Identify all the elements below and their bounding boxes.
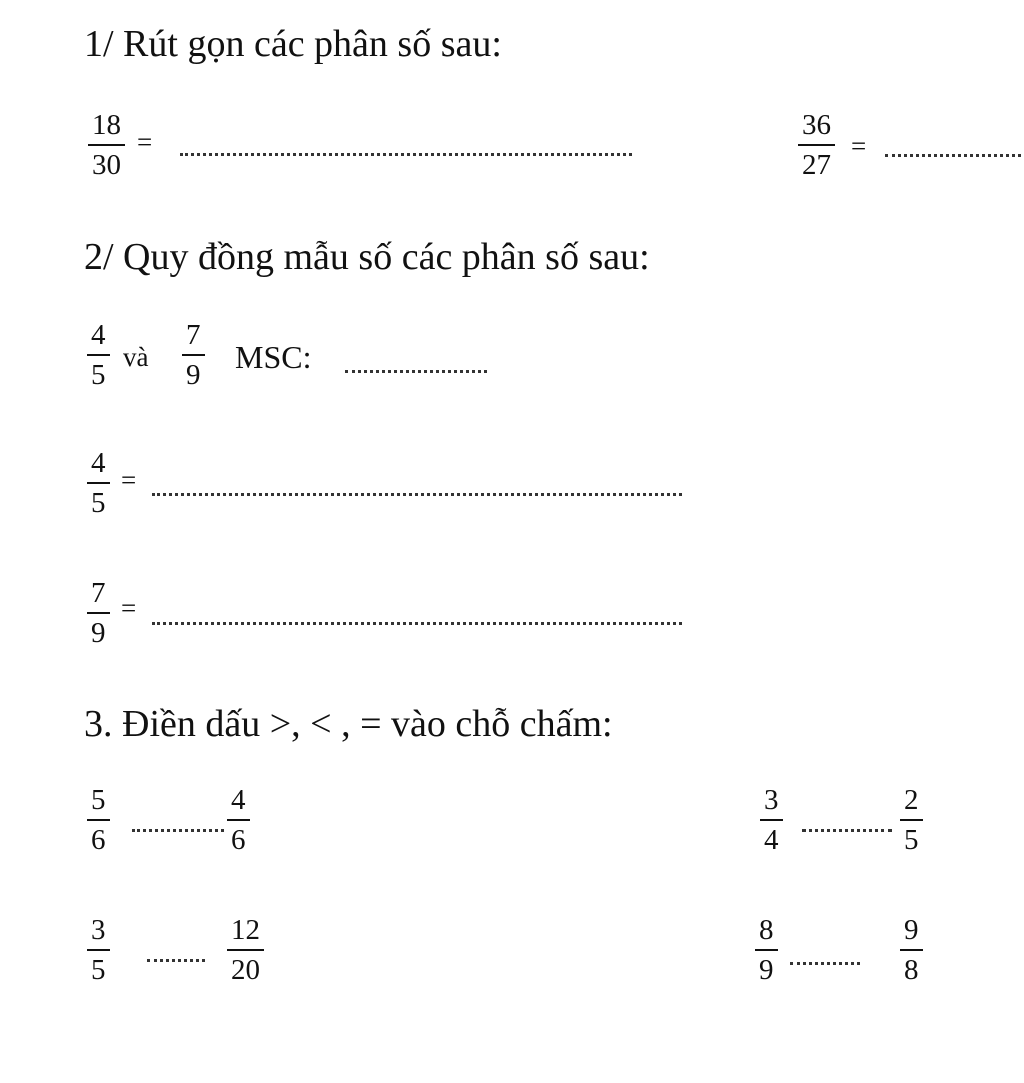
- fraction-denominator: 5: [91, 954, 106, 986]
- fraction-numerator: 36: [802, 109, 831, 141]
- fraction-numerator: 12: [231, 914, 260, 946]
- comparison-blank[interactable]: [790, 962, 860, 965]
- fraction-3-5: [87, 915, 110, 985]
- fraction-numerator: 3: [764, 784, 779, 816]
- fraction-denominator: 27: [802, 149, 831, 181]
- answer-blank[interactable]: [180, 153, 632, 156]
- fraction-denominator: 9: [91, 617, 106, 649]
- fraction-7-9-row: [87, 578, 110, 648]
- answer-blank[interactable]: [152, 493, 682, 496]
- fraction-denominator: 5: [904, 824, 919, 856]
- fraction-numerator: 3: [91, 914, 106, 946]
- equals-sign: =: [137, 127, 153, 157]
- equals-sign: =: [851, 131, 867, 161]
- fraction-numerator: 7: [186, 319, 201, 351]
- fraction-numerator: 4: [91, 447, 106, 479]
- fraction-5-6: [87, 785, 110, 855]
- comparison-blank[interactable]: [802, 829, 892, 832]
- fraction-numerator: 4: [91, 319, 106, 351]
- fraction-8-9: [755, 915, 778, 985]
- fraction-4-5-row: [87, 448, 110, 518]
- fraction-numerator: 9: [904, 914, 919, 946]
- fraction-3-4: [760, 785, 783, 855]
- comparison-blank[interactable]: [132, 829, 224, 832]
- equals-sign: =: [121, 593, 137, 623]
- fraction-9-8: [900, 915, 923, 985]
- fraction-denominator: 20: [231, 954, 260, 986]
- fraction-denominator: 8: [904, 954, 919, 986]
- fraction-denominator: 6: [91, 824, 106, 856]
- fraction-numerator: 18: [92, 109, 121, 141]
- fraction-denominator: 5: [91, 359, 106, 391]
- comparison-blank[interactable]: [147, 959, 205, 962]
- fraction-2-5: [900, 785, 923, 855]
- fraction-numerator: 7: [91, 577, 106, 609]
- connector-text: và: [123, 342, 149, 372]
- fraction-7-9: [182, 320, 205, 390]
- fraction-denominator: 4: [764, 824, 779, 856]
- msc-answer-blank[interactable]: [345, 370, 487, 373]
- fraction-denominator: 6: [231, 824, 246, 856]
- section-3-title: 3. Điền dấu >, < , = vào chỗ chấm:: [84, 703, 613, 745]
- fraction-denominator: 9: [759, 954, 774, 986]
- msc-label: MSC:: [235, 339, 312, 375]
- section-1-title: 1/ Rút gọn các phân số sau:: [84, 23, 502, 65]
- fraction-denominator: 30: [92, 149, 121, 181]
- fraction-numerator: 5: [91, 784, 106, 816]
- answer-blank[interactable]: [885, 154, 1021, 157]
- fraction-numerator: 4: [231, 784, 246, 816]
- fraction-12-20: [227, 915, 264, 985]
- section-2-title: 2/ Quy đồng mẫu số các phân số sau:: [84, 236, 650, 278]
- fraction-4-5: [87, 320, 110, 390]
- fraction-18-30: [88, 110, 125, 180]
- fraction-numerator: 8: [759, 914, 774, 946]
- fraction-denominator: 9: [186, 359, 201, 391]
- answer-blank[interactable]: [152, 622, 682, 625]
- fraction-4-6: [227, 785, 250, 855]
- equals-sign: =: [121, 465, 137, 495]
- fraction-36-27: [798, 110, 835, 180]
- fraction-numerator: 2: [904, 784, 919, 816]
- fraction-denominator: 5: [91, 487, 106, 519]
